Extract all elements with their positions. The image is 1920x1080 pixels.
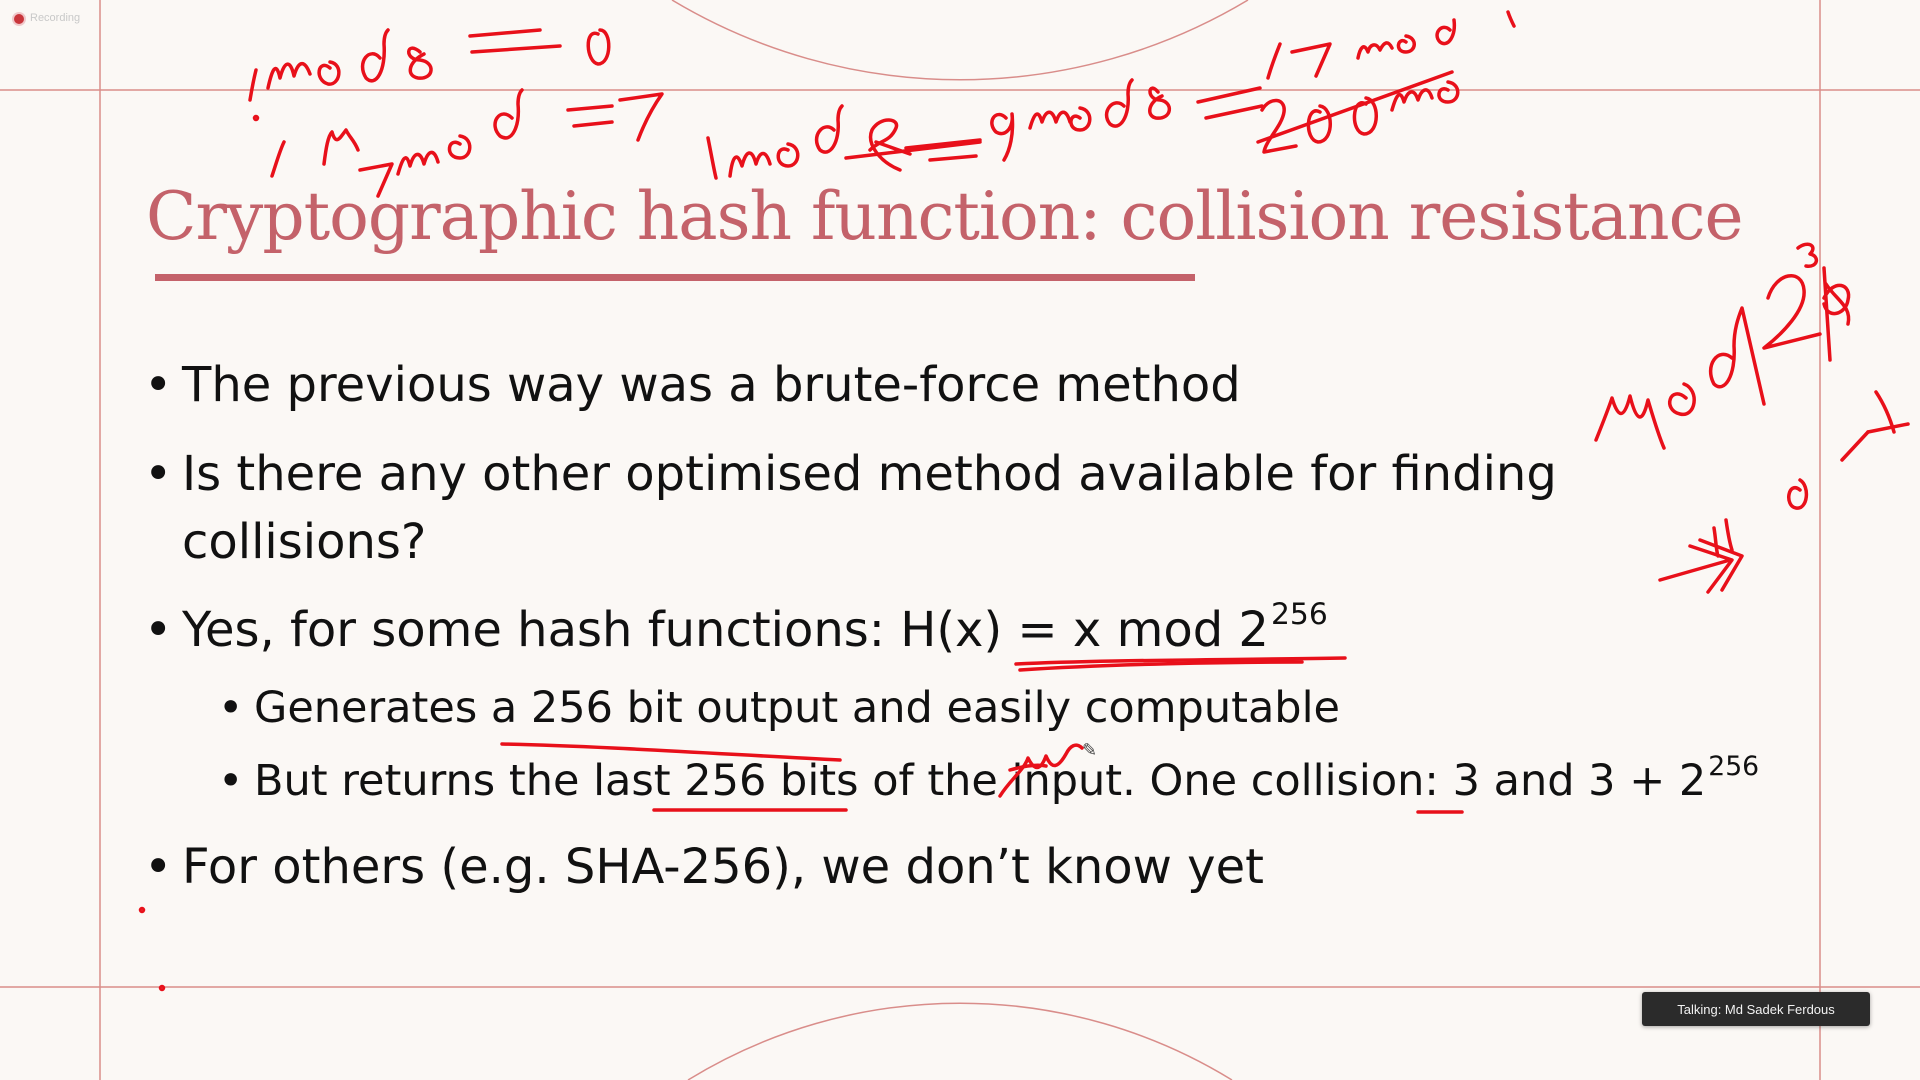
frame-arc-bottom (688, 1003, 1232, 1080)
sub-bullet-1-text: Generates a 256 bit output and easily computable (254, 683, 1341, 733)
bullet-3-exponent: 256 (1270, 596, 1328, 632)
pen-cursor-icon: ✎ (1082, 740, 1098, 760)
talking-indicator: Talking: Md Sadek Ferdous (1642, 992, 1870, 1026)
recording-label: Recording (30, 12, 81, 24)
sub-bullet-2-text: But returns the last 256 bits of the input. One collision: 3 and 3 + 2 (254, 756, 1707, 806)
bullet-1-text: The previous way was a brute-force method (182, 357, 1241, 413)
bullet-dot: • (144, 839, 173, 895)
title-underline (155, 274, 1195, 281)
bullet-1 (144, 351, 1241, 419)
bullet-2-line-2: collisions? (182, 514, 427, 570)
bullet-3 (144, 596, 1328, 671)
bullet-2-line-1: Is there any other optimised method available for finding (182, 446, 1557, 502)
bullet-dot: • (144, 446, 173, 502)
sub-bullet-2-exponent: 256 (1708, 751, 1760, 783)
record-dot-icon (14, 14, 24, 24)
slide-title: Cryptographic hash function: collision resistance (146, 178, 1743, 255)
sub-bullet-1 (218, 678, 1341, 738)
bullet-4-text: For others (e.g. SHA-256), we don’t know yet (182, 839, 1264, 895)
sub-bullet-dot: • (218, 683, 244, 733)
frame-arc-top (672, 0, 1248, 80)
bullet-3-text: Yes, for some hash functions: H(x) = x mod 2 (182, 602, 1269, 658)
bullet-2 (144, 440, 1557, 576)
bullet-dot: • (144, 357, 173, 413)
sub-bullet-2 (218, 751, 1760, 817)
bullet-dot: • (144, 602, 173, 658)
bullet-4 (144, 833, 1264, 901)
sub-bullet-dot: • (218, 756, 244, 806)
